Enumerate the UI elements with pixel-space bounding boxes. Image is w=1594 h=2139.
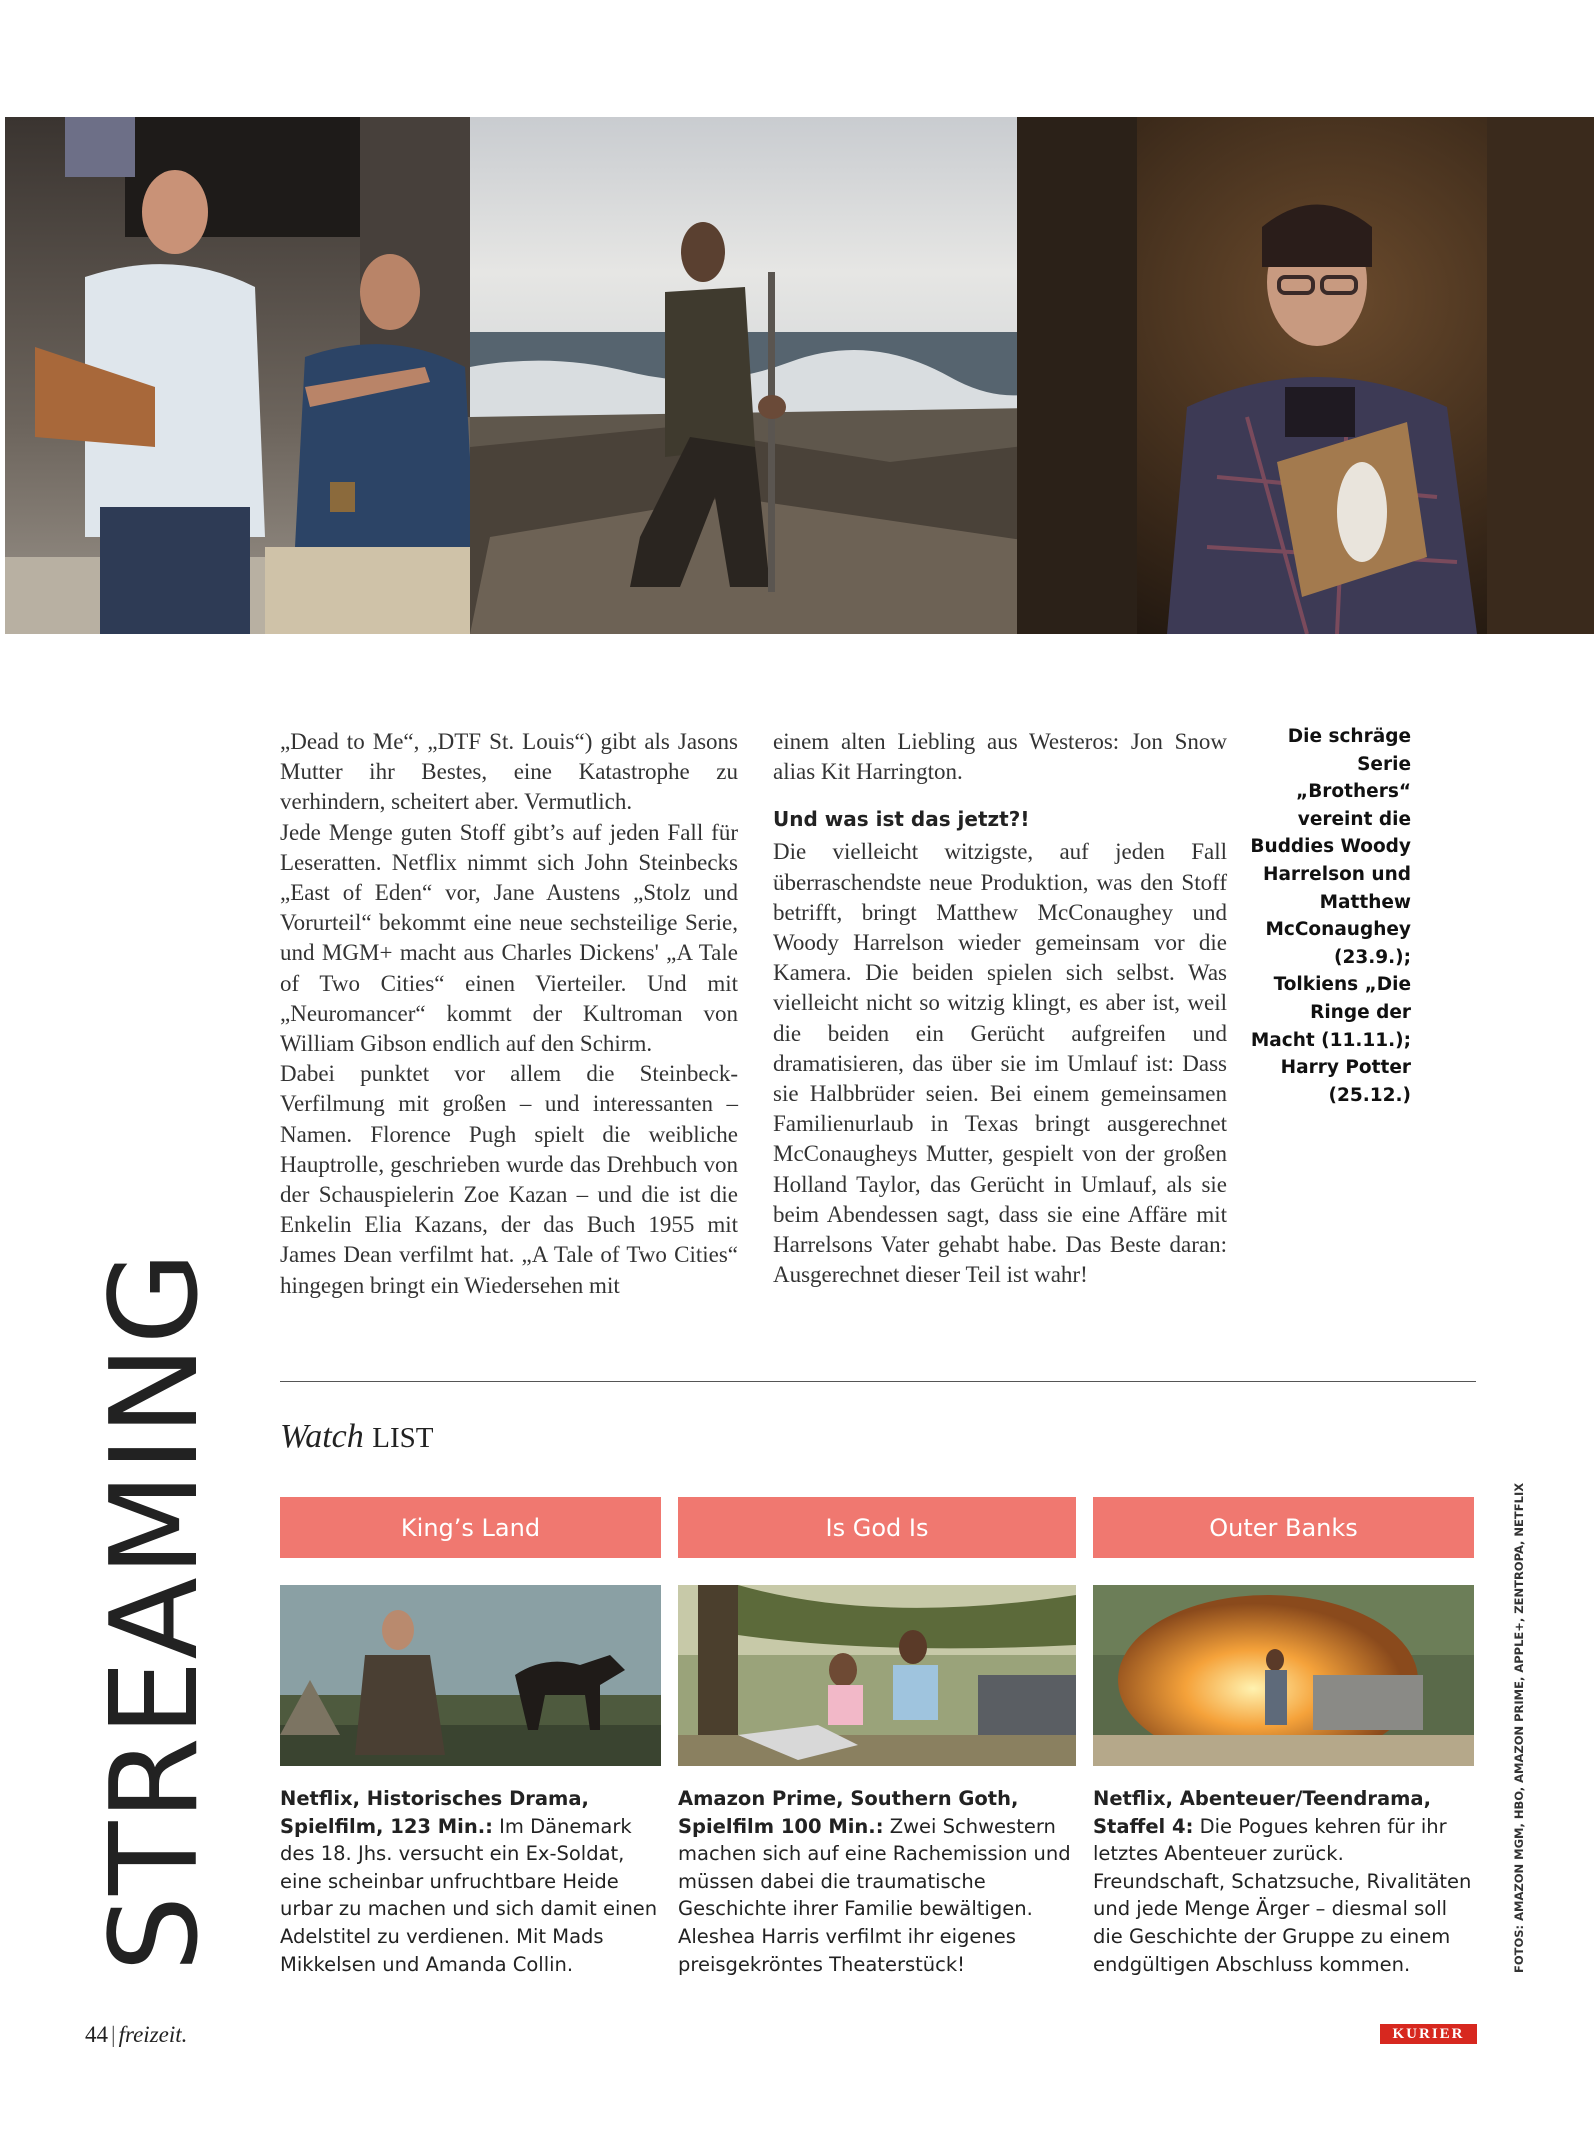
thumbnail-kings-land — [280, 1585, 661, 1766]
page-number: 44 — [85, 2022, 108, 2047]
paragraph: einem alten Liebling aus Westeros: Jon Snow alias Kit Harrington. — [773, 729, 1227, 785]
watchlist-card-title: King’s Land — [280, 1497, 661, 1558]
kurier-logo: KURIER — [1380, 2024, 1477, 2044]
magazine-name: freizeit. — [118, 2022, 188, 2047]
footer-separator: | — [111, 2022, 116, 2047]
card-text: Die Pogues kehren für ihr letztes Abenteuer zurück. Freundschaft, Schatzsuche, Rivalitäten und jede Menge Ärger – diesmal soll die Geschichte der Gruppe zu einem endgültigen Abschluss kommen. — [1093, 1814, 1472, 1976]
paragraph: Die vielleicht witzigste, auf jeden Fall überraschendste neue Produktion, was den Stoff betrifft, bringt Matthew McConaughey und Woody Harrelson wieder gemeinsam vor die Kamera. Die beiden spielen sich selbst. Was vielleicht nicht so witzig klingt, es aber ist, weil die beiden ein Gerücht aufgreifen und dramatisieren, das über sie im Umlauf ist: Dass sie Halbbrüder seien. Bei einem gemeinsamen Familienurlaub in Texas bringt ausgerechnet McConaugheys Mutter, gespielt von der großen Holland Taylor, das Gerücht in Umlauf, als sie beim Abendessen sagt, dass sie eine Affäre mit Harrelsons Vater gehabt habe. Das Beste daran: Ausgerechnet dieser Teil ist wahr! — [773, 839, 1227, 1288]
subheading: Und was ist das jetzt?! — [773, 807, 1030, 832]
thumbnail-is-god-is — [678, 1585, 1076, 1766]
card-lead: Netflix, Historisches Drama, Spielfilm, 123 Min.: — [280, 1787, 589, 1838]
card-lead: Amazon Prime, Southern Goth, Spielfilm 100 Min.: — [678, 1787, 1019, 1838]
card-text: Im Dänemark des 18. Jhs. versucht ein Ex-Soldat, eine scheinbar unfruchtbare Heide urbar zu machen und sich damit einen Adelstitel zu verdienen. Mit Mads Mikkelsen und Amanda Collin. — [280, 1814, 658, 1976]
thumbnail-outer-banks — [1093, 1585, 1474, 1766]
watchlist-title-italic: Watch — [280, 1418, 364, 1455]
photo-rings-of-power — [470, 117, 1098, 634]
watchlist-card-description — [280, 1785, 661, 1978]
article-column-1 — [280, 727, 738, 1301]
watchlist-card-description — [1093, 1785, 1474, 1978]
article-column-2 — [773, 727, 1227, 1290]
section-label: STREAMING — [86, 1250, 225, 1972]
paragraph: Dabei punktet vor allem die Steinbeck-Verfilmung mit großen – und interessanten – Namen. Florence Pugh spielt die weibliche Hauptrolle, geschrieben wurde das Drehbuch von der Schauspielerin Zoe Kazan – und die ist die Enkelin Elia Kazans, der das Buch 1955 mit James Dean verfilmt hat. „A Tale of Two Cities“ hingegen bringt ein Wiedersehen mit — [280, 1061, 738, 1298]
card-lead: Netflix, Abenteuer/Teendrama, Staffel 4: — [1093, 1787, 1431, 1838]
watchlist-title-caps: LIST — [372, 1422, 434, 1454]
watchlist-card-description — [678, 1785, 1076, 1978]
watchlist-card-title: Outer Banks — [1093, 1497, 1474, 1558]
watchlist-title — [280, 1418, 433, 1456]
divider — [280, 1381, 1476, 1382]
page-footer — [85, 2022, 187, 2048]
paragraph: „Dead to Me“, „DTF St. Louis“) gibt als Jasons Mutter ihr Bestes, eine Katastrophe zu verhindern, scheitert aber. Vermutlich. — [280, 729, 738, 815]
paragraph: Jede Menge guten Stoff gibt’s auf jeden Fall für Leseratten. Netflix nimmt sich John Steinbecks „East of Eden“ vor, Jane Austens „Stolz und Vorurteil“ bekommt eine neue sechsteilige Serie, und MGM+ macht aus Charles Dickens' „A Tale of Two Cities“ einen Vierteiler. Und mit „Neuromancer“ kommt der Kultroman von William Gibson endlich auf den Schirm. — [280, 819, 738, 1057]
card-text: Zwei Schwestern machen sich auf eine Rachemission und müssen dabei die traumatische Geschichte ihrer Familie bewältigen. Aleshea Harris verfilmt ihr eigenes preisgekröntes Theaterstück! — [678, 1814, 1071, 1976]
photo-harry-potter — [1017, 117, 1594, 634]
photo-brothers — [5, 117, 475, 634]
watchlist-card-title: Is God Is — [678, 1497, 1076, 1558]
photo-credits: FOTOS: AMAZON MGM, HBO, AMAZON PRIME, APPLE+, ZENTROPA, NETFLIX — [1512, 1482, 1526, 1973]
photo-caption: Die schräge Serie „Brothers“ vereint die Buddies Woody Harrelson und Matthew McConaughey (23.9.); Tolkiens „Die Ringe der Macht (11.11.); Harry Potter (25.12.) — [1250, 726, 1411, 1106]
